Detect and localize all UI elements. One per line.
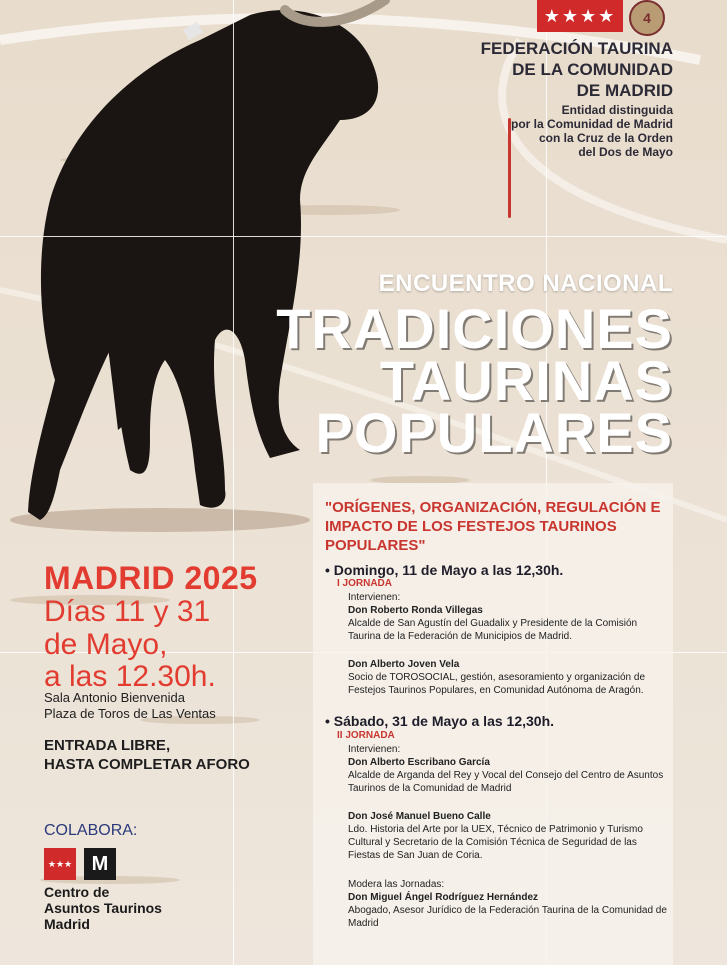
sponsor-name-line: Asuntos Taurinos <box>44 900 162 916</box>
grid-line <box>0 236 727 237</box>
speaker-name: Don Roberto Ronda Villegas <box>348 605 483 616</box>
speaker-name: Don Alberto Escribano García <box>348 757 490 768</box>
decorative-red-stroke <box>508 118 511 218</box>
venue-line: Sala Antonio Bienvenida <box>44 690 185 705</box>
federation-distinction-line: por la Comunidad de Madrid <box>510 117 673 131</box>
speaker-description: Alcalde de Arganda del Rey y Vocal del Consejo del Centro de Asuntos Taurinos de la Comunidad de Madrid <box>348 770 664 794</box>
moderator-intro: Modera las Jornadas: <box>348 879 445 890</box>
federation-seal-logo: 4 <box>629 0 665 36</box>
speaker-name: Don José Manuel Bueno Calle <box>348 811 491 822</box>
jornada-2-date: • Sábado, 31 de Mayo a las 12,30h. <box>325 713 555 729</box>
entry-line: HASTA COMPLETAR AFORO <box>44 756 250 773</box>
jornada-1-intervienen: Intervienen: <box>348 592 401 603</box>
comunidad-madrid-logo: ★★★ <box>44 848 76 880</box>
federation-distinction-line: con la Cruz de la Orden <box>538 131 673 145</box>
federation-distinction-line: del Dos de Mayo <box>578 145 673 159</box>
federation-name-line: DE LA COMUNIDAD <box>512 60 673 79</box>
header-logos <box>537 0 665 32</box>
jornada-2-intervienen: Intervienen: <box>348 744 401 755</box>
sponsor-name-line: Centro de <box>44 884 110 900</box>
city-year: MADRID 2025 <box>44 560 258 596</box>
event-dates-line: de Mayo, <box>44 628 168 661</box>
entry-line: ENTRADA LIBRE, <box>44 737 171 754</box>
moderator-description: Abogado, Asesor Jurídico de la Federación Taurina de la Comunidad de Madrid <box>348 905 667 929</box>
speaker-description: Alcalde de San Agustín del Guadalix y Presidente de la Comisión Taurina de la Federación de Municipios de Madrid. <box>348 618 638 642</box>
jornada-2-label: II JORNADA <box>337 730 395 741</box>
madrid-flag-logo: ★★★★ <box>537 0 623 32</box>
event-dates-line: Días 11 y 31 <box>44 595 211 628</box>
sponsor-label: COLABORA: <box>44 822 138 839</box>
venue-line: Plaza de Toros de Las Ventas <box>44 706 216 721</box>
entry-info <box>44 736 250 774</box>
speaker-name: Don Alberto Joven Vela <box>348 659 460 670</box>
title-line-3: POPULARES <box>315 401 673 464</box>
jornada-1-label: I JORNADA <box>337 578 393 589</box>
moderator-name: Don Miguel Ángel Rodríguez Hernández <box>348 892 539 903</box>
federation-distinction-line: Entidad distinguida <box>561 103 673 117</box>
title-line-1: TRADICIONES <box>276 297 673 360</box>
title-line-2: TAURINAS <box>379 349 673 412</box>
speaker-description: Socio de TOROSOCIAL, gestión, asesoramiento y organización de Festejos Taurinos Populares, en Comunidad Autónoma de Aragón. <box>348 672 646 696</box>
sponsor-name-line: Madrid <box>44 916 90 932</box>
centro-asuntos-taurinos-logo: M <box>84 848 116 880</box>
jornada-1-date: • Domingo, 11 de Mayo a las 12,30h. <box>325 562 564 578</box>
speaker-description: Ldo. Historia del Arte por la UEX, Técnico de Patrimonio y Turismo Cultural y Secretario de la Comisión Técnica de Seguridad de las Fiestas de San Juan de Coria. <box>348 824 643 861</box>
grid-line <box>233 0 234 965</box>
federation-name-line: DE MADRID <box>576 81 673 100</box>
federation-name-line: FEDERACIÓN TAURINA <box>480 39 673 58</box>
theme-quote: "ORÍGENES, ORGANIZACIÓN, REGULACIÓN E IMPACTO DE LOS FESTEJOS TAURINOS POPULARES" <box>325 499 661 554</box>
event-subtitle: ENCUENTRO NACIONAL <box>378 270 673 297</box>
event-time: a las 12.30h. <box>44 660 216 693</box>
sponsor-name <box>44 884 162 932</box>
